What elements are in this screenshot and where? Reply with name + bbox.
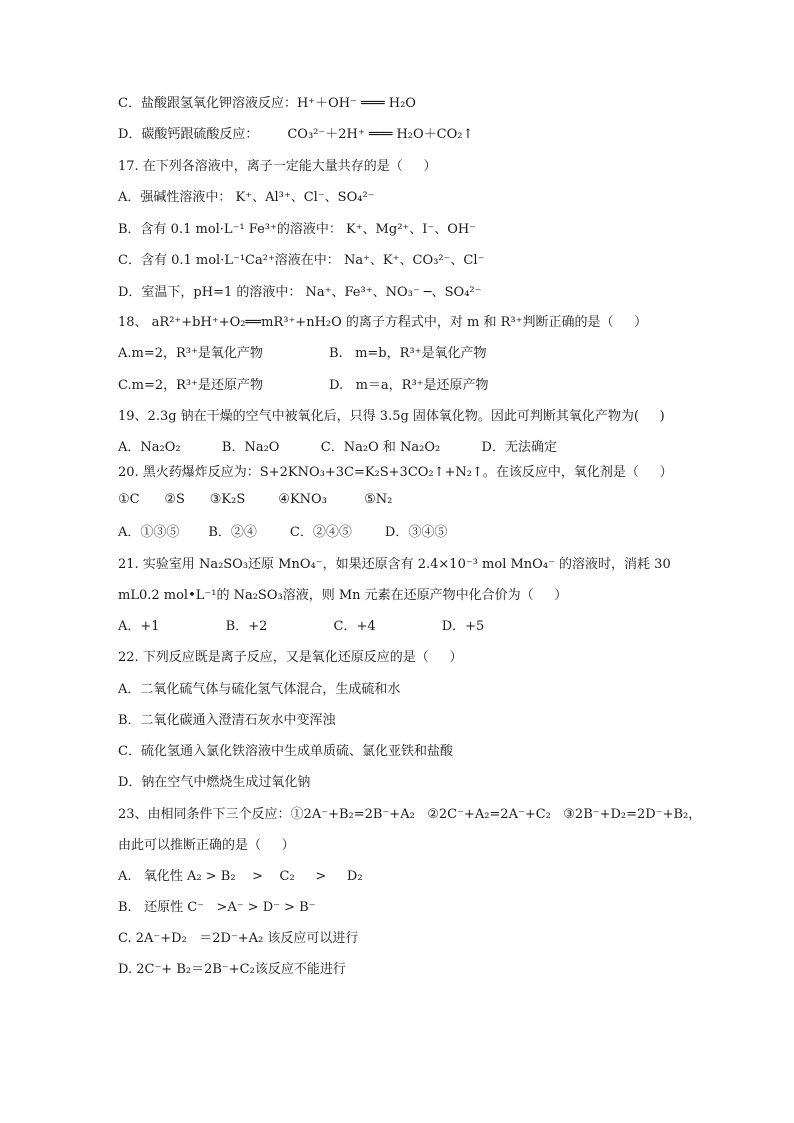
q23-option-b: B. 还原性 C⁻ >A⁻ > D⁻ > B⁻ bbox=[118, 900, 316, 915]
q21-options: A．+1 B．+2 C．+4 D．+5 bbox=[118, 619, 485, 634]
q21-stem-line2: mL0.2 mol•L⁻¹的 Na₂SO₃溶液，则 Mn 元素在还原产物中化合价为（ ） bbox=[118, 588, 568, 603]
q18-options-cd: C.m=2，R³⁺是还原产物 D. m＝a，R³⁺是还原产物 bbox=[118, 378, 489, 393]
q22-option-c: C．硫化氢通入氯化铁溶液中生成单质硫、氯化亚铁和盐酸 bbox=[118, 744, 453, 759]
q23-stem-line2: 由此可以推断正确的是（ ） bbox=[118, 838, 295, 853]
q18-options-ab: A.m=2，R³⁺是氧化产物 B. m=b，R³⁺是氧化产物 bbox=[118, 346, 487, 361]
q23-option-d: D. 2C⁻+ B₂＝2B⁻+C₂该反应不能进行 bbox=[118, 962, 346, 977]
q17-stem: 17. 在下列各溶液中，离子一定能大量共存的是（ ） bbox=[118, 159, 437, 174]
q17-option-a: A．强碱性溶液中： K⁺、Al³⁺、Cl⁻、SO₄²⁻ bbox=[118, 190, 375, 205]
q23-stem-line1: 23、由相同条件下三个反应：①2A⁻+B₂=2B⁻+A₂ ②2C⁻+A₂=2A⁻+C₂ ③2B⁻+D₂=2D⁻+B₂， bbox=[118, 807, 702, 822]
q23-option-c: C. 2A⁻+D₂ ＝2D⁻+A₂ 该反应可以进行 bbox=[118, 931, 359, 946]
q22-option-b: B．二氧化碳通入澄清石灰水中变浑浊 bbox=[118, 713, 336, 728]
q22-stem: 22. 下列反应既是离子反应，又是氧化还原反应的是（ ） bbox=[118, 650, 463, 665]
q22-option-a: A．二氧化硫气体与硫化氢气体混合，生成硫和水 bbox=[118, 682, 401, 697]
q17-option-d: D．室温下，pH=1 的溶液中： Na⁺、Fe³⁺、NO₃⁻ ─、SO₄²⁻ bbox=[118, 285, 482, 300]
q23-option-a: A. 氧化性 A₂ > B₂ > C₂ > D₂ bbox=[118, 869, 363, 884]
q16-option-d: D．碳酸钙跟硫酸反应： CO₃²⁻＋2H⁺ ═══ H₂O＋CO₂↑ bbox=[118, 127, 474, 142]
q21-stem-line1: 21. 实验室用 Na₂SO₃还原 MnO₄⁻，如果还原含有 2.4×10⁻³ mol MnO₄⁻ 的溶液时，消耗 30 bbox=[118, 557, 671, 572]
q20-options: A．①③⑤ B．②④ C．②④⑤ D．③④⑤ bbox=[118, 525, 448, 540]
q18-stem: 18、 aR²⁺+bH⁺+O₂══mR³⁺+nH₂O 的离子方程式中，对 m 和 R³⁺判断正确的是（ ） bbox=[118, 315, 648, 330]
q20-items: ①C ②S ③K₂S ④KNO₃ ⑤N₂ bbox=[118, 492, 393, 507]
q19-options: A．Na₂O₂ B．Na₂O C．Na₂O 和 Na₂O₂ D．无法确定 bbox=[118, 440, 557, 455]
q22-option-d: D．钠在空气中燃烧生成过氧化钠 bbox=[118, 775, 311, 790]
q20-stem: 20. 黑火药爆炸反应为：S+2KNO₃+3C=K₂S+3CO₂↑+N₂↑。在该反应中，氧化剂是（ ） bbox=[118, 465, 673, 480]
q19-stem: 19、2.3g 钠在干燥的空气中被氧化后，只得 3.5g 固体氧化物。因此可判断其氧化产物为( ) bbox=[118, 409, 665, 424]
q16-option-c: C．盐酸跟氢氧化钾溶液反应：H⁺＋OH⁻ ═══ H₂O bbox=[118, 96, 416, 111]
q17-option-c: C．含有 0.1 mol·L⁻¹Ca²⁺溶液在中： Na⁺、K⁺、CO₃²⁻、Cl⁻ bbox=[118, 253, 485, 268]
q17-option-b: B．含有 0.1 mol·L⁻¹ Fe³⁺的溶液中： K⁺、Mg²⁺、I⁻、OH⁻ bbox=[118, 222, 477, 237]
